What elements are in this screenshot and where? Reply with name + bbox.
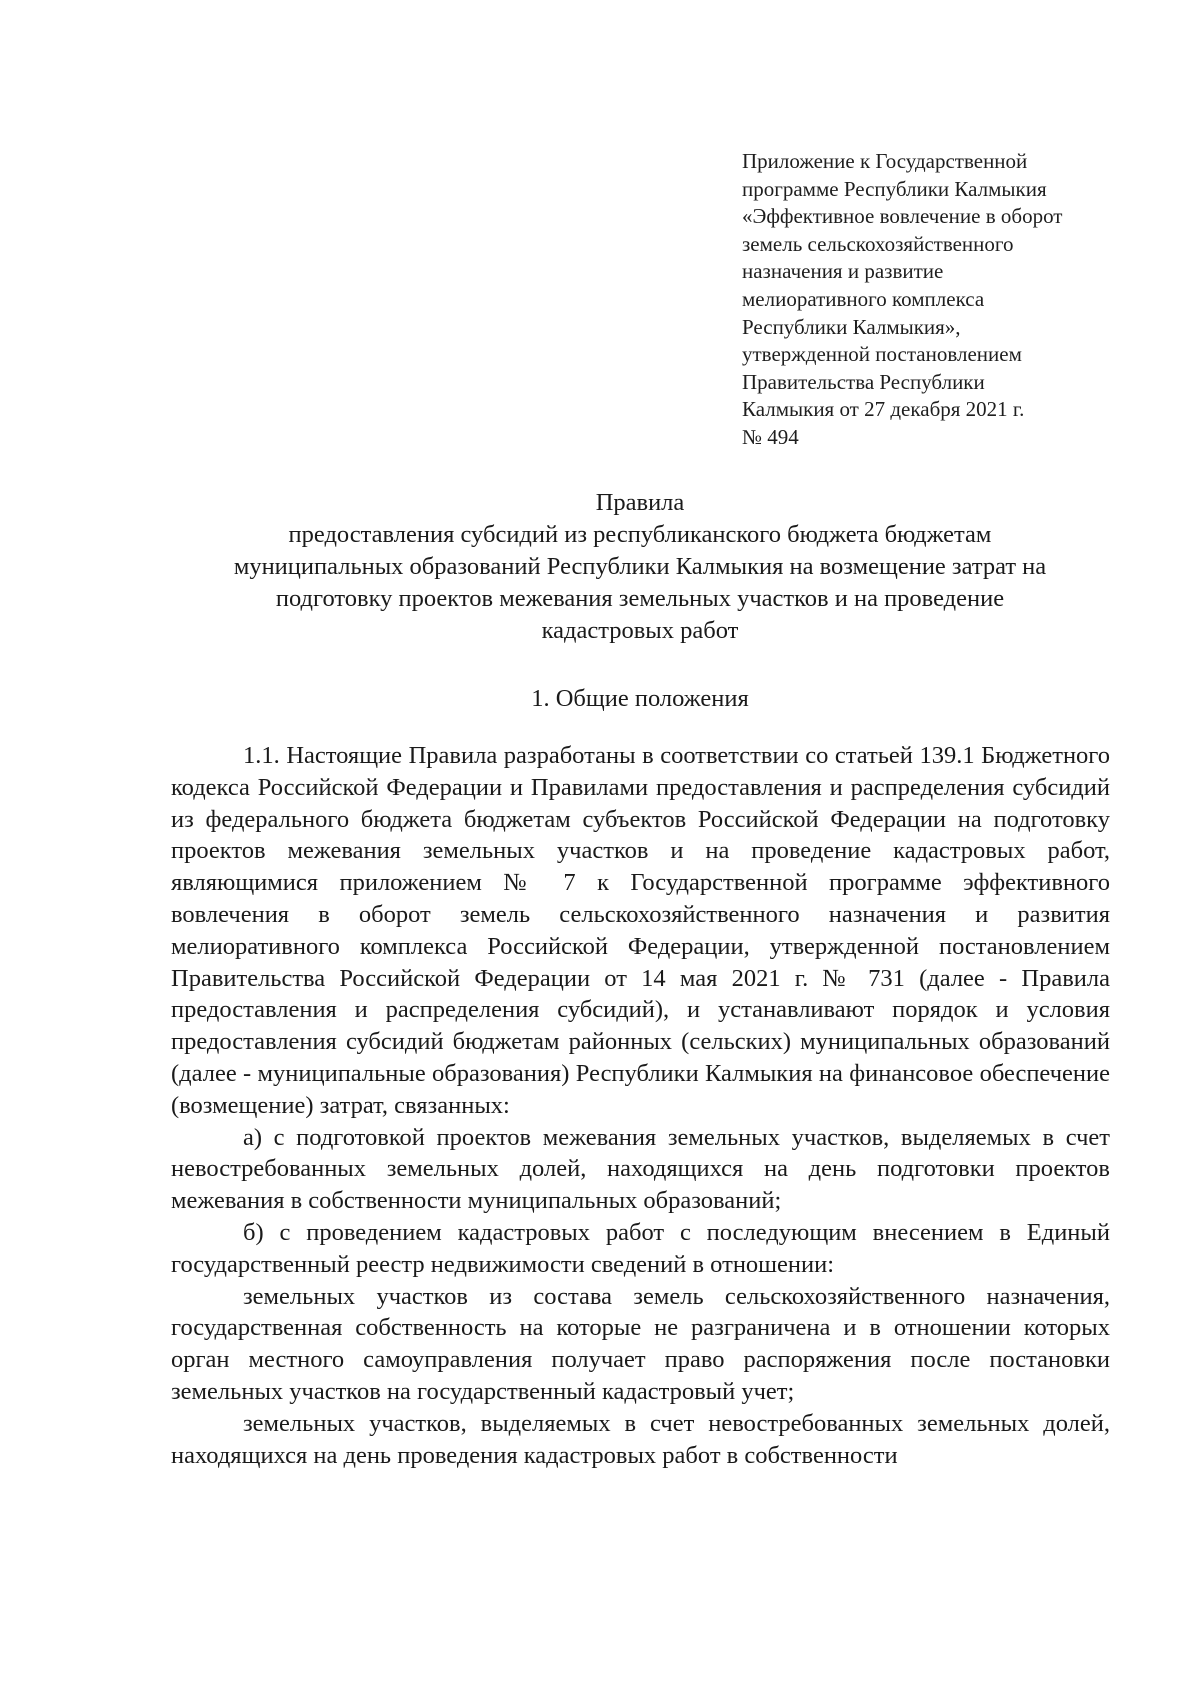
- appendix-line: Калмыкия от 27 декабря 2021 г.: [742, 397, 1025, 422]
- appendix-line: земель сельскохозяйственного: [742, 231, 1014, 256]
- appendix-line: Республики Калмыкия»,: [742, 314, 961, 339]
- appendix-line: Правительства Республики: [742, 369, 985, 394]
- title-word: Правила: [595, 489, 685, 516]
- paragraph: а) с подготовкой проектов межевания земельных участков, выделяемых в счет невостребованных земельных долей, находящихся на день подготовки проектов межевания в собственности муниципальных образований;: [171, 1123, 1110, 1215]
- document-title: [150, 487, 1130, 647]
- appendix-line: Приложение к Государственной: [742, 149, 1028, 173]
- document-body: [171, 740, 1110, 1471]
- title-line: муниципальных образований Республики Калмыкия на возмещение затрат на: [233, 553, 1047, 580]
- paragraph: б) с проведением кадастровых работ с последующим внесением в Единый государственный реестр недвижимости сведений в отношении:: [171, 1218, 1110, 1278]
- appendix-line: № 494: [742, 424, 799, 449]
- paragraph: земельных участков, выделяемых в счет невостребованных земельных долей, находящихся на день проведения кадастровых работ в собственности: [171, 1409, 1110, 1469]
- appendix-line: «Эффективное вовлечение в оборот: [742, 204, 1063, 229]
- paragraph: 1.1. Настоящие Правила разработаны в соответствии со статьей 139.1 Бюджетного кодекса Российской Федерации и Правилами предоставления и распределения субсидий из федерального бюджета бюджетам субъектов Российской Федерации на подготовку проектов межевания земельных участков и на проведение кадастровых работ, являющимися приложением № 7 к Государственной программе эффективного вовлечения в оборот земель сельскохозяйственного назначения и развития мелиоративного комплекса Российской Федерации, утвержденной постановлением Правительства Российской Федерации от 14 мая 2021 г. № 731 (далее - Правила предоставления и распределения субсидий), и устанавливают порядок и условия предоставления субсидий бюджетам районных (сельских) муниципальных образований (далее - муниципальные образования) Республики Калмыкия на финансовое обеспечение (возмещение) затрат, связанных:: [171, 742, 1110, 1119]
- appendix-line: утвержденной постановлением: [742, 342, 1022, 367]
- paragraph: земельных участков из состава земель сельскохозяйственного назначения, государственная собственность на которые не разграничена и в отношении которых орган местного самоуправления получает право распоряжения после постановки земельных участков на государственный кадастровый учет;: [171, 1282, 1110, 1405]
- appendix-note: [742, 148, 1122, 452]
- title-line: кадастровых работ: [541, 617, 739, 644]
- appendix-line: назначения и развитие: [742, 259, 944, 284]
- appendix-line: мелиоративного комплекса: [742, 286, 985, 311]
- appendix-line: программе Республики Калмыкия: [742, 176, 1047, 201]
- section-heading: 1. Общие положения: [531, 685, 749, 712]
- title-line: предоставления субсидий из республиканского бюджета бюджетам: [288, 521, 992, 548]
- title-line: подготовку проектов межевания земельных участков и на проведение: [275, 585, 1005, 612]
